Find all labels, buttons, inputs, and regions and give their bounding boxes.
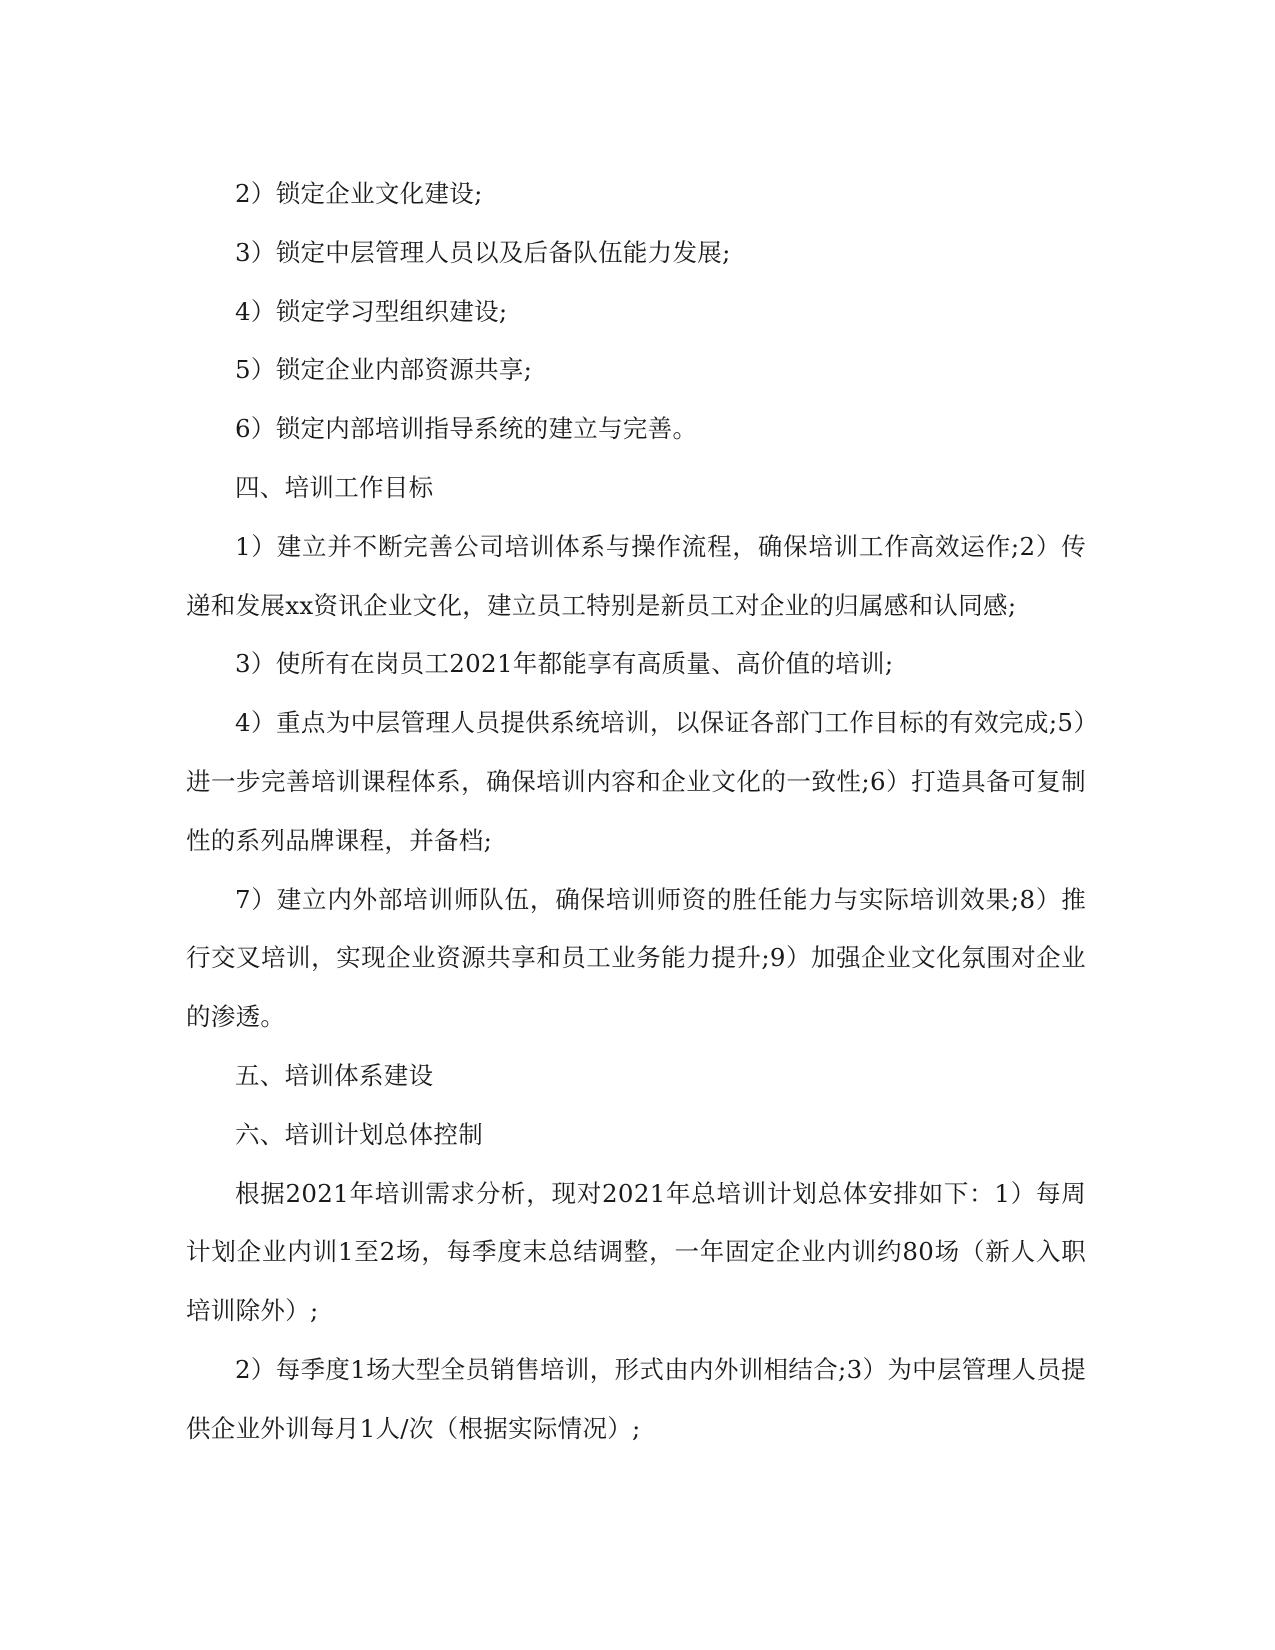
list-item-2: 2）锁定企业文化建设; [235, 179, 483, 208]
goal-paragraph-1: 1）建立并不断完善公司培训体系与操作流程，确保培训工作高效运作;2）传递和发展xx资讯企业文化，建立员工特别是新员工对企业的归属感和认同感; [186, 531, 1086, 620]
document-body [186, 165, 1086, 1459]
goal-paragraph-4: 4）重点为中层管理人员提供系统培训，以保证各部门工作目标的有效完成;5）进一步完善培训课程体系，确保培训内容和企业文化的一致性;6）打造具备可复制性的系列品牌课程，并备档; [186, 708, 1086, 855]
list-item-5: 5）锁定企业内部资源共享; [235, 355, 533, 385]
goal-paragraph-7: 7）建立内外部培训师队伍，确保培训师资的胜任能力与实际培训效果;8）推行交叉培训，实现企业资源共享和员工业务能力提升;9）加强企业文化氛围对企业的渗透。 [186, 884, 1086, 1032]
section-heading-6: 六、培训计划总体控制 [235, 1119, 483, 1149]
list-item-4: 4）锁定学习型组织建设; [235, 296, 508, 326]
section-heading-4: 四、培训工作目标 [235, 472, 434, 502]
section-heading-5: 五、培训体系建设 [235, 1060, 434, 1090]
plan-paragraph-2: 2）每季度1场大型全员销售培训，形式由内外训相结合;3）为中层管理人员提供企业外训每月1人/次（根据实际情况）; [186, 1354, 1086, 1443]
plan-paragraph-1: 根据2021年培训需求分析，现对2021年总培训计划总体安排如下：1）每周计划企业内训1至2场，每季度末总结调整，一年固定企业内训约80场（新人入职培训除外）; [186, 1178, 1086, 1326]
goal-paragraph-3: 3）使所有在岗员工2021年都能享有高质量、高价值的培训; [235, 649, 894, 679]
list-item-3: 3）锁定中层管理人员以及后备队伍能力发展; [235, 237, 731, 267]
list-item-6: 6）锁定内部培训指导系统的建立与完善。 [235, 414, 698, 444]
